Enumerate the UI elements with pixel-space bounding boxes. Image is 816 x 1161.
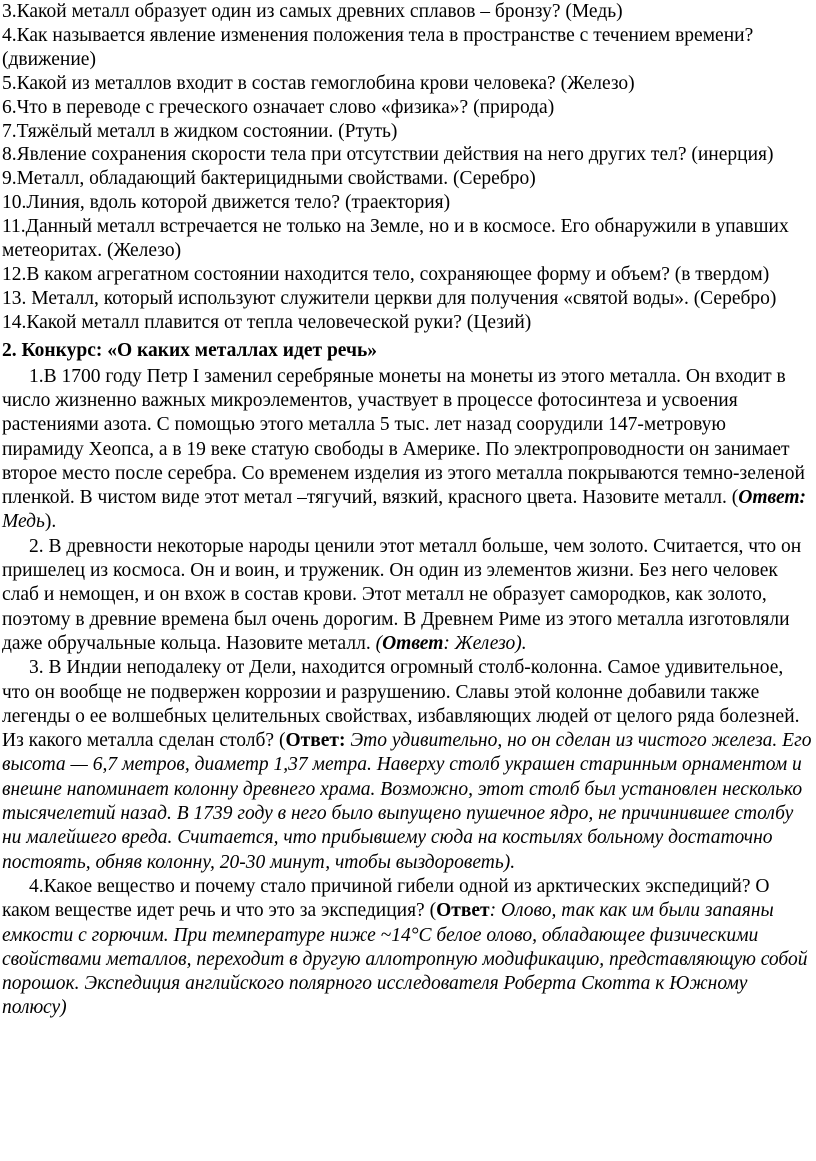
riddle-4-answer: : Олово, так как им были запаяны емкости с горючим. При температуре ниже ~14°С белое олово, обладающее физическими свойствами металлов, переходит в другую аллотропную модификацию, представляющую собой порошок. Экспедиция английского полярного исследователя Роберта Скотта к Южному полюсу) — [2, 900, 808, 1019]
riddle-2-answer: : Железо). — [443, 632, 527, 654]
riddle-1-answer-label: Ответ: — [738, 487, 807, 509]
question-8: 8.Явление сохранения скорости тела при отсутствии действия на него других тел? (инерция) — [2, 144, 774, 166]
question-13: 13. Металл, который используют служители церкви для получения «святой воды». (Серебро) — [2, 287, 777, 309]
question-9: 9.Металл, обладающий бактерицидными свойствами. (Серебро) — [2, 168, 536, 190]
question-3: 3.Какой металл образует один из самых древних сплавов – бронзу? (Медь) — [2, 1, 623, 22]
riddle-2-answer-label: Ответ — [382, 632, 444, 654]
question-6: 6.Что в переводе с греческого означает слово «физика»? (природа) — [2, 96, 555, 118]
riddle-4-text: 4.Какое вещество и почему стало причиной гибели одной из арктических экспедиций? О каком веществе идет речь и что это за экспедиция? ( — [2, 875, 770, 922]
question-14: 14.Какой металл плавится от тепла человеческой руки? (Цезий) — [2, 311, 532, 333]
riddle-2-text: 2. В древности некоторые народы ценили этот металл больше, чем золото. Считается, что он пришелец из космоса. Он и воин, и труженик. Он один из элементов жизни. Без него человек слаб и немощен, и он вхож в состав крови. Этот металл не образует самородков, как золото, поэтому в древние времена был очень дорогим. В Древнем Риме из этого металла изготовляли даже обручальные кольца. Назовите металл. — [2, 535, 802, 654]
riddle-2-open: ( — [375, 632, 383, 654]
riddle-1-answer: Медь — [2, 511, 45, 533]
riddle-4 — [2, 875, 812, 1021]
riddle-3 — [2, 656, 812, 875]
riddle-1-close: ). — [44, 511, 57, 533]
riddle-1-text: 1.В 1700 году Петр I заменил серебряные монеты на монеты из этого металла. Он входит в число жизненно важных микроэлементов, участвует в процессе фотосинтеза и усвоения растениями азота. С помощью этого металла 5 тыс. лет назад соорудили 147-метровую пирамиду Хеопса, а в 19 веке статую свободы в Америке. По электропроводности он занимает второе место после серебра. Со временем изделия из этого металла покрываются темно-зеленой пленкой. В чистом виде этот метал –тягучий, вязкий, красного цвета. Назовите металл. ( — [2, 365, 805, 509]
question-4: 4.Как называется явление изменения положения тела в пространстве с течением времени? (движение) — [2, 24, 754, 70]
riddle-2 — [2, 535, 812, 656]
riddle-3-text: 3. В Индии неподалеку от Дели, находится огромный столб-колонна. Самое удивительное, что он вообще не подвержен коррозии и разрушению. Славы этой колонне добавили также легенды о ее волшебных целительных свойствах, избавляющих людей от целого ряда болезней. Из какого металла сделан столб? ( — [2, 657, 800, 752]
riddle-4-answer-label: Ответ — [436, 900, 490, 922]
riddle-3-answer-label: Ответ: — [285, 730, 346, 752]
riddle-1 — [2, 365, 812, 535]
question-7: 7.Тяжёлый металл в жидком состоянии. (Ртуть) — [2, 120, 398, 142]
section-heading: 2. Конкурс: «О каких металлах идет речь» — [2, 339, 378, 361]
question-12: 12.В каком агрегатном состоянии находится тело, сохраняющее форму и объем? (в твердом) — [2, 263, 770, 285]
question-10: 10.Линия, вдоль которой движется тело? (траектория) — [2, 192, 451, 214]
riddle-3-answer: Это удивительно, но он сделан из чистого железа. Его высота — 6,7 метров, диаметр 1,37 метра. Наверху столб украшен старинным орнаментом и внешне напоминает колонну древнего храма. Возможно, этот столб был установлен несколько тысячелетий назад. В 1739 году в него было выпущено пушечное ядро, не причинившее столбу ни малейшего вреда. Считается, что прибывшему сюда на костылях больному достаточно постоять, обняв колонну, 20-30 минут, чтобы выздороветь). — [2, 730, 812, 873]
question-5: 5.Какой из металлов входит в состав гемоглобина крови человека? (Железо) — [2, 72, 635, 94]
question-11: 11.Данный металл встречается не только на Земле, но и в космосе. Его обнаружили в упавших метеоритах. (Железо) — [2, 216, 789, 262]
